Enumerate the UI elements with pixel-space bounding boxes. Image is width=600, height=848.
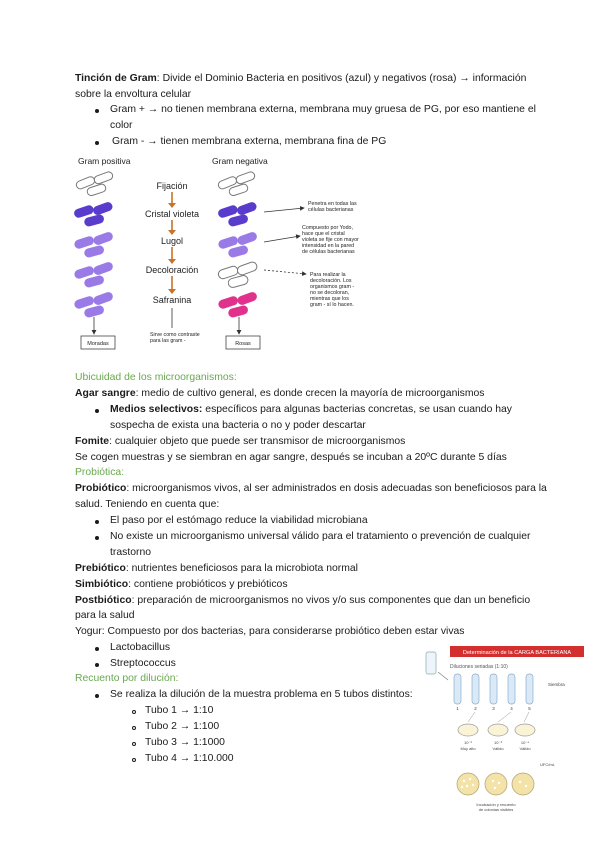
- plate-label-1: 10⁻²: [464, 740, 472, 745]
- medios-text: específicos para algunas bacterias concretas, se usan cuando hay: [202, 404, 513, 415]
- agar-line: [75, 386, 484, 402]
- gram-positive-title: Gram positiva: [78, 156, 131, 166]
- bullet-dot: [95, 520, 99, 524]
- probiotico-label: Probiótico: [75, 483, 127, 494]
- tube-label-2: 2: [474, 706, 477, 711]
- result-negative: Rosas: [235, 341, 251, 347]
- probiotica-bullet-2: No existe un microorganismo universal válido para el tratamiento o prevención de cualquier: [110, 531, 531, 542]
- note-lugol-4: intensidad en la pared: [302, 243, 355, 249]
- gram-title: Tinción de Gram: [75, 73, 157, 84]
- postbiotico-text: : preparación de microorganismos no vivos y/o sus componentes que dan un beneficio: [131, 595, 531, 606]
- postbiotico-label: Postbiótico: [75, 595, 132, 606]
- postbiotico-line-2: para la salud: [75, 610, 135, 621]
- prebiotico-line: [75, 561, 358, 577]
- prebiotico-label: Prebiótico: [75, 563, 126, 574]
- note-decoloration-6: gram - sí lo hacen.: [310, 302, 354, 308]
- bullet-dot: [95, 647, 99, 651]
- simbiotico-line: [75, 577, 288, 593]
- gram-intro-text: : Divide el Dominio Bacteria en positivos (azul) y negativos (rosa) → información: [156, 73, 527, 84]
- tubo-4: Tubo 4 → 1:10.000: [145, 753, 234, 764]
- note-safranin-2: para las gram -: [150, 338, 186, 344]
- count-label: UFC/mL: [540, 762, 555, 767]
- note-decoloration-5: mientras que los: [310, 296, 349, 302]
- note-lugol-3: violeta se fije con mayor: [302, 237, 359, 243]
- yogur-line: Yogur: Compuesto por dos bacterias, para considerarse probiótico deben estar vivas: [75, 626, 465, 637]
- medios-label: Medios selectivos:: [110, 404, 203, 415]
- step-lugol: Lugol: [160, 236, 184, 246]
- plate-caption-1: Muy alto: [460, 746, 476, 751]
- probiotico-line: [75, 481, 547, 497]
- bullet-dot: [95, 409, 99, 413]
- plate-label-2: 10⁻³: [494, 740, 502, 745]
- gram-bullet-1-cont: color: [110, 120, 133, 131]
- bullet-dot: [95, 141, 99, 145]
- tube-label-1: 1: [456, 706, 459, 711]
- simbiotico-text: : contiene probióticos y prebióticos: [128, 579, 288, 590]
- bullet-dot: [95, 663, 99, 667]
- gram-intro-line: [75, 71, 526, 87]
- note-lugol-1: Compuesto por Yodo,: [302, 225, 353, 231]
- fomite-line: [75, 434, 405, 450]
- recuento-bullet: Se realiza la dilución de la muestra problema en 5 tubos distintos:: [110, 689, 413, 700]
- side-label: Siembra: [548, 682, 565, 687]
- gram-bullet-2: Gram - → tienen membrana externa, membrana fina de PG: [112, 136, 387, 147]
- step-crystal-violet: Cristal violeta: [144, 209, 200, 219]
- medios-line: [110, 402, 512, 418]
- bacteria-lactobacillus: Lactobacillus: [110, 642, 171, 653]
- note-decoloration-3: organismos gram -: [310, 284, 355, 290]
- step-decoloration: Decoloración: [145, 265, 199, 275]
- tube-label-5: 5: [528, 706, 531, 711]
- gram-intro-line-2: sobre la envoltura celular: [75, 89, 192, 100]
- probiotico-text: : microorganismos vivos, al ser administrados en dosis adecuadas son beneficiosos para la: [126, 483, 547, 494]
- plate-caption-2: Válido: [492, 746, 504, 751]
- fomite-text: : cualquier objeto que puede ser transmisor de microorganismos: [109, 436, 406, 447]
- prebiotico-text: : nutrientes beneficiosos para la microbiota normal: [125, 563, 358, 574]
- dilution-subtitle: Diluciones seriadas (1:10): [450, 664, 508, 670]
- dilution-title: Determinación de la CARGA BACTERIANA: [462, 650, 572, 656]
- sub-bullet: [132, 710, 136, 714]
- dilution-tubes: [454, 674, 533, 704]
- step-fixation: Fijación: [156, 181, 188, 191]
- colony-plates: [457, 773, 534, 795]
- note-lugol-5: de células bacterianas: [302, 249, 355, 255]
- annotation-arrows: [94, 208, 306, 334]
- bacteria-streptococcus: Streptococcus: [110, 658, 176, 669]
- agar-text: : medio de cultivo general, es donde crecen la mayoría de microorganismos: [135, 388, 485, 399]
- gram-negative-title: Gram negativa: [212, 156, 268, 166]
- muestras-line: Se cogen muestras y se siembran en agar sangre, después se incuban a 20ºC durante 5 días: [75, 452, 507, 463]
- note-crystal-violet-2: células bacterianas: [308, 207, 354, 213]
- postbiotico-line: [75, 593, 530, 609]
- probiotica-bullet-2-cont: trastorno: [110, 547, 152, 558]
- plate-connectors: [468, 712, 529, 722]
- stock-bottle: [426, 652, 436, 674]
- plate-label-3: 10⁻⁴: [520, 740, 530, 745]
- heading-probiotica: Probiótica:: [75, 467, 125, 478]
- bullet-dot: [95, 109, 99, 113]
- bullet-dot: [95, 536, 99, 540]
- heading-recuento: Recuento por dilución:: [75, 673, 179, 684]
- note-decoloration-2: decoloración. Los: [310, 278, 352, 284]
- plate-caption-3: Válido: [519, 746, 531, 751]
- sub-bullet: [132, 758, 136, 762]
- probiotica-bullet-1: El paso por el estómago reduce la viabilidad microbiana: [110, 515, 368, 526]
- note-decoloration-4: no se decoloran,: [310, 290, 350, 296]
- result-positive: Moradas: [87, 341, 109, 347]
- medios-line-2: sospecha de exista una bacteria o no y poder descartar: [110, 420, 366, 431]
- note-safranin-1: Sirve como contraste: [150, 332, 200, 338]
- note-decoloration-1: Para realizar la: [310, 272, 346, 278]
- tube-label-3: 3: [492, 706, 495, 711]
- footer-line-1: Incubación y recuento: [476, 802, 516, 807]
- note-lugol-2: hace que el cristal: [302, 231, 345, 237]
- gram-bullet-1: Gram + → no tienen membrana externa, membrana muy gruesa de PG, por eso mantiene el: [110, 104, 536, 115]
- bullet-dot: [95, 694, 99, 698]
- tubo-1: Tubo 1 → 1:10: [145, 705, 214, 716]
- note-crystal-violet-1: Penetra en todas las: [308, 201, 357, 207]
- agar-label: Agar sangre: [75, 388, 136, 399]
- sub-bullet: [132, 742, 136, 746]
- transfer-line: [438, 672, 448, 680]
- heading-ubicuidad: Ubicuidad de los microorganismos:: [75, 372, 237, 383]
- sub-bullet: [132, 726, 136, 730]
- tube-label-4: 4: [510, 706, 513, 711]
- simbiotico-label: Simbiótico: [75, 579, 129, 590]
- step-safranin: Safranina: [152, 295, 192, 305]
- gram-stain-diagram: [68, 152, 368, 352]
- footer-line-2: de colonias visibles: [478, 807, 514, 812]
- tubo-3: Tubo 3 → 1:1000: [145, 737, 225, 748]
- tubo-2: Tubo 2 → 1:100: [145, 721, 220, 732]
- fomite-label: Fomite: [75, 436, 110, 447]
- agar-plates: [458, 724, 535, 736]
- probiotico-line-2: salud. Teniendo en cuenta que:: [75, 499, 220, 510]
- dilution-diagram: [420, 646, 585, 824]
